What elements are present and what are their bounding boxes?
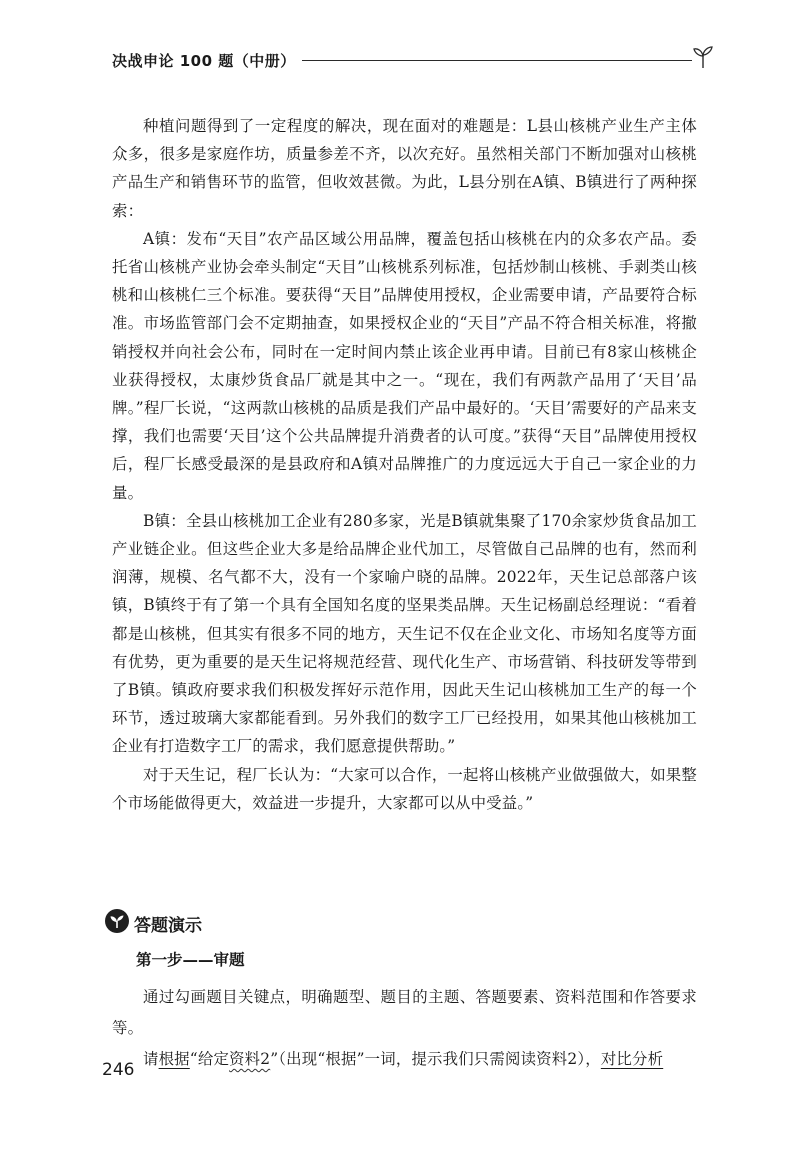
- paragraph-intro: 种植问题得到了一定程度的解决，现在面对的难题是：L县山核桃产业生产主体众多，很多是家庭作坊，质量参差不齐，以次充好。虽然相关部门不断加强对山核桃产品生产和销售环节的监管，但收效甚微。为此，L县分别在A镇、B镇进行了两种探索：: [112, 117, 697, 220]
- header-rule: [302, 60, 692, 61]
- paragraph-town-b: B镇：全县山核桃加工企业有280多家，光是B镇就集聚了170余家炒货食品加工产业链企业。但这些企业大多是给品牌企业代加工，尽管做自己品牌的也有，然而利润薄，规模、名气都不大，没有一个家喻户晓的品牌。2022年，天生记总部落户该镇，B镇终于有了第一个具有全国知名度的坚果类品牌。天生记杨副总经理说：“看着都是山核桃，但其实有很多不同的地方，天生记不仅在企业文化、市场知名度等方面有优势，更为重要的是天生记将规范经营、现代化生产、市场营销、科技研发等带到了B镇。镇政府要求我们积极发挥好示范作用，因此天生记山核桃加工生产的每一个环节，透过玻璃大家都能看到。另外我们的数字工厂已经投用，如果其他山核桃加工企业有打造数字工厂的需求，我们愿意提供帮助。”: [112, 511, 697, 756]
- text-segment: “给定: [189, 1050, 230, 1068]
- book-title: 决战申论 100 题（中册）: [112, 52, 296, 70]
- text-segment: ”（出现“根据”一词，提示我们只需阅读资料2），: [270, 1050, 601, 1068]
- step-title: 第一步——审题: [136, 951, 245, 969]
- text-segment: 请: [143, 1050, 159, 1068]
- underlined-keyword: 根据: [158, 1050, 190, 1068]
- wavy-underlined-keyword: 资料2: [229, 1050, 271, 1068]
- page-header: [112, 44, 722, 74]
- material-text: [112, 112, 697, 817]
- analysis-text: [112, 982, 697, 1075]
- paragraph-conclusion: 对于天生记，程厂长认为：“大家可以合作，一起将山核桃产业做强做大，如果整个市场能做得更大，效益进一步提升，大家都可以从中受益。”: [112, 765, 697, 812]
- sprout-badge-icon: [104, 908, 130, 934]
- paragraph-town-a: A镇：发布“天目”农产品区域公用品牌，覆盖包括山核桃在内的众多农产品。委托省山核桃产业协会牵头制定“天目”山核桃系列标准，包括炒制山核桃、手剥类山核桃和山核桃仁三个标准。要获得“天目”品牌使用授权，企业需要申请，产品要符合标准。市场监管部门会不定期抽查，如果授权企业的“天目”产品不符合相关标准，将撤销授权并向社会公布，同时在一定时间内禁止该企业再申请。目前已有8家山核桃企业获得授权，太康炒货食品厂就是其中之一。“现在，我们有两款产品用了‘天目’品牌。”程厂长说，“这两款山核桃的品质是我们产品中最好的。‘天目’需要好的产品来支撑，我们也需要‘天目’这个公共品牌提升消费者的认可度。”获得“天目”品牌使用授权后，程厂长感受最深的是县政府和A镇对品牌推广的力度远远大于自己一家企业的力量。: [112, 229, 697, 502]
- section-title: 答题演示: [134, 916, 202, 936]
- underlined-keyword: 对比分析: [600, 1050, 664, 1068]
- page-number: 246: [102, 1060, 135, 1080]
- analysis-paragraph-1: 通过勾画题目关键点，明确题型、题目的主题、答题要素、资料范围和作答要求等。: [112, 988, 697, 1037]
- sprout-icon: [690, 44, 716, 70]
- analysis-paragraph-2: [112, 1044, 697, 1075]
